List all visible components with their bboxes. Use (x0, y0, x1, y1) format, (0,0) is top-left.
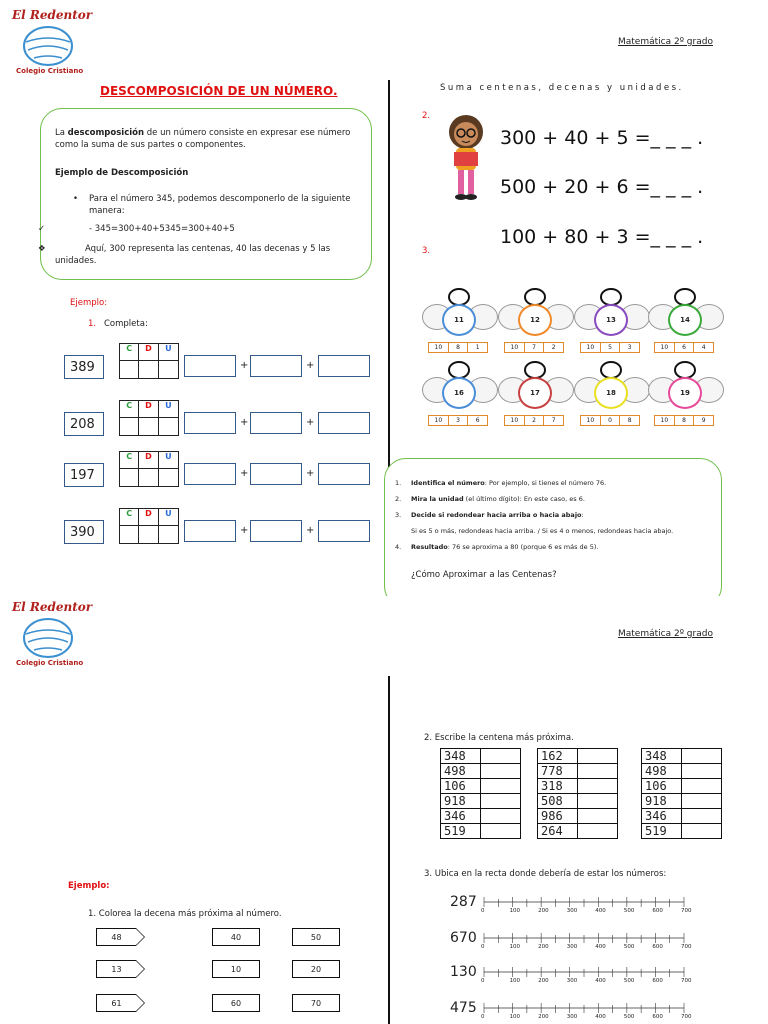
table-answer-cell[interactable] (481, 794, 521, 809)
cdu-cell[interactable] (159, 418, 178, 435)
decena-option-a[interactable]: 10 (212, 960, 260, 978)
answer-box[interactable] (250, 355, 302, 377)
strip-cell: 10 (505, 343, 525, 352)
strip-cell: 10 (655, 343, 675, 352)
cdu-header: U (159, 401, 178, 418)
girl-cartoon-icon (440, 110, 492, 202)
table-answer-cell[interactable] (682, 779, 722, 794)
bee-number-strip (580, 342, 640, 353)
cdu-table[interactable] (119, 343, 179, 379)
definition-box (40, 108, 372, 280)
table-number-cell: 498 (642, 764, 682, 779)
step-number: 2. (395, 495, 402, 503)
ruler-label: 700 (681, 908, 692, 914)
answer-box[interactable] (318, 355, 370, 377)
plus-sign: + (306, 468, 315, 479)
step-bold: Identifica el número (411, 479, 485, 487)
strip-cell: 8 (449, 343, 469, 352)
ejemplo-label: Ejemplo: (68, 881, 110, 891)
answer-box[interactable] (184, 412, 236, 434)
ruler-label: 500 (623, 908, 635, 914)
ruler-label: 100 (509, 908, 521, 914)
table-answer-cell[interactable] (481, 779, 521, 794)
cdu-header: C (120, 344, 139, 361)
table-number-cell: 106 (441, 779, 481, 794)
rounding-step (395, 543, 715, 552)
answer-box[interactable] (318, 412, 370, 434)
bullet-dot-icon: • (73, 194, 79, 204)
table-row (441, 764, 521, 779)
strip-cell: 3 (449, 416, 469, 425)
cdu-header: U (159, 509, 178, 526)
number-line-ruler[interactable] (480, 1002, 690, 1014)
table-number-cell: 986 (538, 809, 578, 824)
plus-sign: + (240, 417, 249, 428)
cdu-cell[interactable] (120, 361, 139, 378)
table-answer-cell[interactable] (682, 764, 722, 779)
table-row (538, 824, 618, 839)
cdu-cell[interactable] (139, 418, 158, 435)
line-number: 130 (450, 964, 477, 980)
checkmark-icon: ✓ (38, 224, 46, 234)
strip-cell: 6 (475, 417, 480, 424)
number-box: 197 (64, 463, 104, 487)
answer-box[interactable] (184, 520, 236, 542)
table-number-cell: 918 (642, 794, 682, 809)
ruler-label: 500 (623, 978, 635, 984)
cdu-table[interactable] (119, 451, 179, 487)
table-answer-cell[interactable] (578, 809, 618, 824)
table-number-cell: 348 (642, 749, 682, 764)
decena-option-b[interactable]: 50 (292, 928, 340, 946)
centena-table (537, 748, 618, 839)
school-logo-icon (22, 616, 74, 660)
diamond-bullet-icon: ❖ (38, 244, 46, 254)
table-row (642, 794, 722, 809)
table-number-cell: 346 (441, 809, 481, 824)
ruler-label: 100 (509, 978, 521, 984)
bee-body[interactable]: 19 (668, 377, 702, 409)
strip-cell: 8 (675, 416, 695, 425)
cdu-cell[interactable] (159, 469, 178, 486)
sum-equation-1[interactable]: 300 + 40 + 5 =_ _ _ . (500, 127, 704, 149)
grade-label: Matemática 2º grado (618, 37, 713, 47)
step-text: (el último dígito): En este caso, es 6. (463, 495, 585, 503)
ruler-label: 500 (623, 1014, 635, 1020)
rounding-step (395, 511, 715, 520)
plus-sign: + (306, 417, 315, 428)
column-divider (388, 676, 390, 1024)
decena-option-b[interactable]: 20 (292, 960, 340, 978)
answer-box[interactable] (250, 520, 302, 542)
task-number: 1. (88, 319, 97, 329)
number-line-ruler[interactable] (480, 966, 690, 978)
step-bold: Decide si redondear hacia arriba o hacia abajo (411, 511, 582, 519)
answer-box[interactable] (318, 463, 370, 485)
rounding-step (395, 495, 715, 504)
cdu-table[interactable] (119, 508, 179, 544)
ruler-label: 600 (652, 908, 663, 914)
answer-box[interactable] (318, 520, 370, 542)
plus-sign: + (240, 468, 249, 479)
right-heading: Suma centenas, decenas y unidades. (440, 83, 684, 93)
table-row (642, 824, 722, 839)
cdu-table[interactable] (119, 400, 179, 436)
cdu-header: U (159, 344, 178, 361)
sum-equation-2[interactable]: 500 + 20 + 6 =_ _ _ . (500, 176, 704, 198)
table-row (642, 779, 722, 794)
task-2-instruction: 2. Escribe la centena más próxima. (424, 733, 574, 743)
table-answer-cell[interactable] (481, 764, 521, 779)
bee-body[interactable]: 16 (442, 377, 476, 409)
arrow-tip-fill (136, 961, 144, 977)
cdu-header: C (120, 401, 139, 418)
answer-box[interactable] (184, 463, 236, 485)
table-answer-cell[interactable] (481, 809, 521, 824)
answer-box[interactable] (250, 463, 302, 485)
strip-cell: 10 (429, 416, 449, 425)
step-number: 1. (395, 479, 402, 487)
number-box: 390 (64, 520, 104, 544)
table-answer-cell[interactable] (578, 779, 618, 794)
table-row (441, 779, 521, 794)
line-number: 670 (450, 930, 477, 946)
grade-label: Matemática 2º grado (618, 629, 713, 639)
ruler-label: 500 (623, 944, 635, 950)
table-number-cell: 348 (441, 749, 481, 764)
ruler-label: 300 (566, 1014, 578, 1020)
number-box: 389 (64, 355, 104, 379)
decena-option-b[interactable]: 70 (292, 994, 340, 1012)
table-number-cell: 778 (538, 764, 578, 779)
ruler-label: 400 (595, 908, 606, 914)
bee-number-strip (580, 415, 640, 426)
table-answer-cell[interactable] (578, 824, 618, 839)
bee-body[interactable]: 12 (518, 304, 552, 336)
number-arrow-tag: 48 (96, 928, 136, 946)
centenas-question: ¿Cómo Aproximar a las Centenas? (411, 570, 557, 580)
table-number-cell: 346 (642, 809, 682, 824)
rounding-step (395, 479, 715, 488)
ruler-label: 400 (595, 978, 606, 984)
bee-body[interactable]: 14 (668, 304, 702, 336)
step-number: 3. (395, 511, 402, 519)
bullet-text-1: Para el número 345, podemos descomponerlo de la siguiente manera: (89, 194, 351, 216)
table-number-cell: 162 (538, 749, 578, 764)
plus-sign: + (240, 360, 249, 371)
table-number-cell: 918 (441, 794, 481, 809)
cdu-header: D (139, 509, 158, 526)
bee-number-strip (428, 415, 488, 426)
school-subtitle: Colegio Cristiano (16, 67, 84, 75)
question-2-number: 2. (422, 111, 431, 121)
strip-cell: 4 (701, 344, 706, 351)
table-answer-cell[interactable] (682, 809, 722, 824)
strip-cell: 0 (601, 416, 621, 425)
task-instruction: Completa: (104, 319, 148, 329)
table-number-cell: 508 (538, 794, 578, 809)
strip-cell: 10 (655, 416, 675, 425)
table-row (538, 749, 618, 764)
ruler-label: 100 (509, 1014, 521, 1020)
ruler-label: 0 (481, 944, 485, 950)
answer-box[interactable] (250, 412, 302, 434)
bee-number-strip (504, 342, 564, 353)
ruler-label: 100 (509, 944, 521, 950)
decena-option-a[interactable]: 60 (212, 994, 260, 1012)
table-row (538, 794, 618, 809)
table-answer-cell[interactable] (481, 824, 521, 839)
sum-equation-3[interactable]: 100 + 80 + 3 =_ _ _ . (500, 226, 704, 248)
cdu-cell[interactable] (139, 361, 158, 378)
strip-cell: 10 (429, 343, 449, 352)
ruler-label: 700 (681, 978, 692, 984)
bee-body[interactable]: 11 (442, 304, 476, 336)
strip-cell: 1 (475, 344, 480, 351)
strip-cell: 8 (627, 417, 632, 424)
table-row (441, 809, 521, 824)
cdu-header: C (120, 452, 139, 469)
strip-cell: 6 (675, 343, 695, 352)
table-number-cell: 498 (441, 764, 481, 779)
cdu-header: C (120, 509, 139, 526)
bee-number-strip (654, 342, 714, 353)
cdu-cell[interactable] (120, 418, 139, 435)
ruler-label: 0 (481, 978, 485, 984)
cdu-cell[interactable] (159, 526, 178, 543)
cdu-cell[interactable] (159, 361, 178, 378)
arrow-tip-fill (136, 995, 144, 1011)
step-text: : 76 se aproxima a 80 (porque 6 es más de 5). (447, 543, 599, 551)
bee-body[interactable]: 13 (594, 304, 628, 336)
ruler-label: 700 (681, 944, 692, 950)
table-row (538, 809, 618, 824)
table-answer-cell[interactable] (682, 824, 722, 839)
centena-table (641, 748, 722, 839)
number-line-ruler[interactable] (480, 932, 690, 944)
column-divider (388, 80, 390, 512)
table-row (441, 794, 521, 809)
table-row (441, 824, 521, 839)
ruler-label: 400 (595, 944, 606, 950)
plus-sign: + (306, 525, 315, 536)
table-row (538, 779, 618, 794)
step-bold: Mira la unidad (411, 495, 464, 503)
ruler-label: 300 (566, 944, 578, 950)
decena-option-a[interactable]: 40 (212, 928, 260, 946)
table-answer-cell[interactable] (481, 749, 521, 764)
plus-sign: + (306, 360, 315, 371)
ruler-label: 200 (538, 978, 549, 984)
table-row (642, 809, 722, 824)
table-row (642, 749, 722, 764)
ruler-label: 400 (595, 1014, 606, 1020)
ruler-label: 700 (681, 1014, 692, 1020)
ruler-label: 0 (481, 908, 485, 914)
table-answer-cell[interactable] (682, 794, 722, 809)
example-heading: Ejemplo de Descomposición (55, 168, 189, 178)
question-3-number: 3. (422, 246, 431, 256)
table-answer-cell[interactable] (682, 749, 722, 764)
cdu-header: U (159, 452, 178, 469)
cdu-header: D (139, 401, 158, 418)
centena-table (440, 748, 521, 839)
strip-cell: 7 (525, 343, 545, 352)
line-number: 287 (450, 894, 477, 910)
cdu-cell[interactable] (120, 469, 139, 486)
bee-number-strip (428, 342, 488, 353)
page-title: DESCOMPOSICIÓN DE UN NÚMERO. (100, 84, 338, 98)
task-3-instruction: 3. Ubica en la recta donde debería de estar los números: (424, 869, 667, 879)
bee-number-strip (654, 415, 714, 426)
table-answer-cell[interactable] (578, 764, 618, 779)
school-name: El Redentor (12, 600, 93, 614)
school-logo-icon (22, 24, 74, 68)
strip-cell: 10 (505, 416, 525, 425)
cdu-header: D (139, 452, 158, 469)
strip-cell: 2 (551, 344, 556, 351)
ruler-label: 200 (538, 908, 549, 914)
rounding-steps-list (395, 479, 715, 559)
arrow-tip-fill (136, 929, 144, 945)
bee-body[interactable]: 18 (594, 377, 628, 409)
cdu-cell[interactable] (139, 469, 158, 486)
number-box: 208 (64, 412, 104, 436)
cdu-cell[interactable] (139, 526, 158, 543)
line-number: 475 (450, 1000, 477, 1016)
bee-body[interactable]: 17 (518, 377, 552, 409)
step-text: Si es 5 o más, redondeas hacia arriba. / Si es 4 o menos, redondeas hacia abajo. (411, 527, 674, 535)
strip-cell: 10 (581, 343, 601, 352)
school-subtitle: Colegio Cristiano (16, 659, 84, 667)
number-arrow-tag: 13 (96, 960, 136, 978)
number-line-ruler[interactable] (480, 896, 690, 908)
bullet-text-2: - 345=300+40+5345=300+40+5 (89, 224, 235, 234)
ejemplo-label: Ejemplo: (70, 298, 108, 308)
strip-cell: 5 (601, 343, 621, 352)
table-number-cell: 106 (642, 779, 682, 794)
table-row (538, 764, 618, 779)
cdu-header: D (139, 344, 158, 361)
table-number-cell: 519 (441, 824, 481, 839)
strip-cell: 10 (581, 416, 601, 425)
ruler-label: 300 (566, 908, 578, 914)
cdu-cell[interactable] (120, 526, 139, 543)
ruler-label: 300 (566, 978, 578, 984)
ruler-label: 200 (538, 944, 549, 950)
bullet-text-3: Aquí, 300 representa las centenas, 40 las decenas y 5 las unidades. (55, 244, 331, 266)
task-1-instruction: 1. Colorea la decena más próxima al número. (88, 909, 282, 919)
table-answer-cell[interactable] (578, 749, 618, 764)
definition-text: La descomposición de un número consiste en expresar ese número como la suma de sus partes o componentes. (55, 128, 351, 150)
table-number-cell: 264 (538, 824, 578, 839)
number-arrow-tag: 61 (96, 994, 136, 1012)
table-number-cell: 318 (538, 779, 578, 794)
ruler-label: 0 (481, 1014, 485, 1020)
rounding-steps-box (384, 458, 722, 608)
table-answer-cell[interactable] (578, 794, 618, 809)
rounding-step (395, 527, 715, 536)
strip-cell: 9 (701, 417, 706, 424)
school-name: El Redentor (12, 8, 93, 22)
step-text: : (581, 511, 584, 519)
strip-cell: 3 (627, 344, 632, 351)
plus-sign: + (240, 525, 249, 536)
ruler-label: 600 (652, 978, 663, 984)
table-number-cell: 519 (642, 824, 682, 839)
table-row (441, 749, 521, 764)
ruler-label: 200 (538, 1014, 549, 1020)
ruler-label: 600 (652, 1014, 663, 1020)
ruler-label: 600 (652, 944, 663, 950)
table-row (642, 764, 722, 779)
step-text: : Por ejemplo, si tienes el número 76. (484, 479, 607, 487)
bee-number-strip (504, 415, 564, 426)
worksheet-page-2 (0, 596, 768, 1024)
strip-cell: 2 (525, 416, 545, 425)
answer-box[interactable] (184, 355, 236, 377)
step-number: 4. (395, 543, 402, 551)
step-bold: Resultado (411, 543, 448, 551)
strip-cell: 7 (551, 417, 556, 424)
